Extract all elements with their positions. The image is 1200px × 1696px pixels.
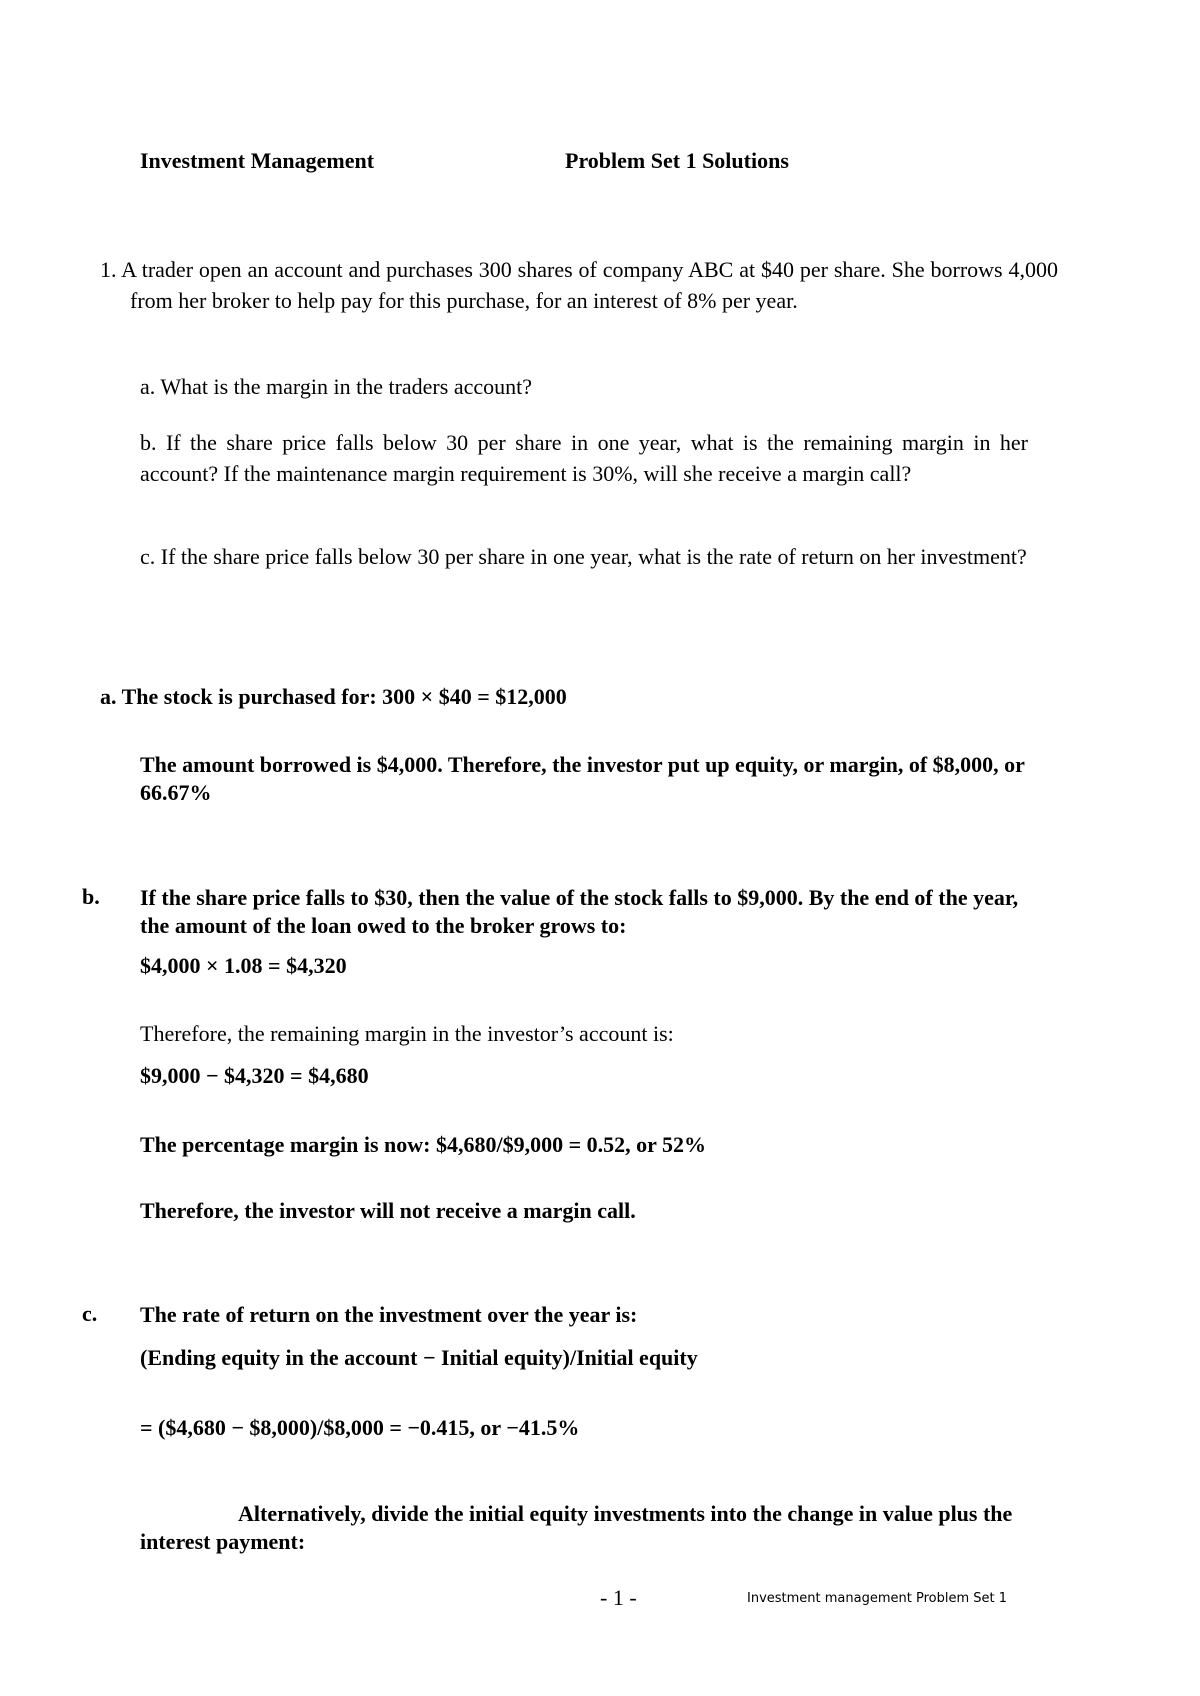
answer-b-text: If the share price falls to $30, then the value of the stock falls to $9,000. By the end of the year, the amount of the loan owed to the broker grows to: — [140, 885, 1019, 938]
question-part-b: b. If the share price falls below 30 per share in one year, what is the remaining margin in her account? If the maintenance margin requirement is 30%, will she receive a margin call? — [140, 430, 1028, 486]
question-intro: 1. A trader open an account and purchases 300 shares of company ABC at $40 per share. She borrows 4,000 from her broker to help pay for this purchase, for an interest of 8% per year. — [100, 257, 1058, 313]
footer-title: Investment management Problem Set 1 — [747, 1591, 1008, 1606]
question-part-c: c. If the share price falls below 30 per share in one year, what is the rate of return on her investment? — [140, 544, 1027, 569]
answer-b-text2: Therefore, the remaining margin in the investor’s account is: — [140, 1021, 674, 1046]
footer-page-number: - 1 - — [600, 1585, 637, 1610]
answer-c-alternative: Alternatively, divide the initial equity investments into the change in value plus the interest payment: — [140, 1501, 1013, 1554]
answer-c-label: c. — [82, 1301, 98, 1326]
header-right-title: Problem Set 1 Solutions — [565, 148, 789, 173]
answer-b-calc2: $9,000 − $4,320 = $4,680 — [140, 1063, 369, 1088]
answer-c-result: = ($4,680 − $8,000)/$8,000 = −0.415, or −41.5% — [140, 1415, 580, 1440]
answer-b-conclusion: Therefore, the investor will not receive a margin call. — [140, 1198, 636, 1223]
answer-b-calc1: $4,000 × 1.08 = $4,320 — [140, 953, 347, 978]
answer-b-percentage: The percentage margin is now: $4,680/$9,000 = 0.52, or 52% — [140, 1132, 706, 1157]
answer-a-line2: The amount borrowed is $4,000. Therefore, the investor put up equity, or margin, of $8,000, or 66.67% — [140, 752, 1025, 805]
answer-a-line1: a. The stock is purchased for: 300 × $40 = $12,000 — [100, 684, 567, 709]
header-left-title: Investment Management — [140, 148, 375, 173]
answer-c-formula: (Ending equity in the account − Initial equity)/Initial equity — [140, 1345, 698, 1370]
answer-c-text: The rate of return on the investment over the year is: — [140, 1302, 638, 1327]
question-part-a: a. What is the margin in the traders account? — [140, 374, 532, 399]
answer-b-label: b. — [82, 884, 100, 909]
